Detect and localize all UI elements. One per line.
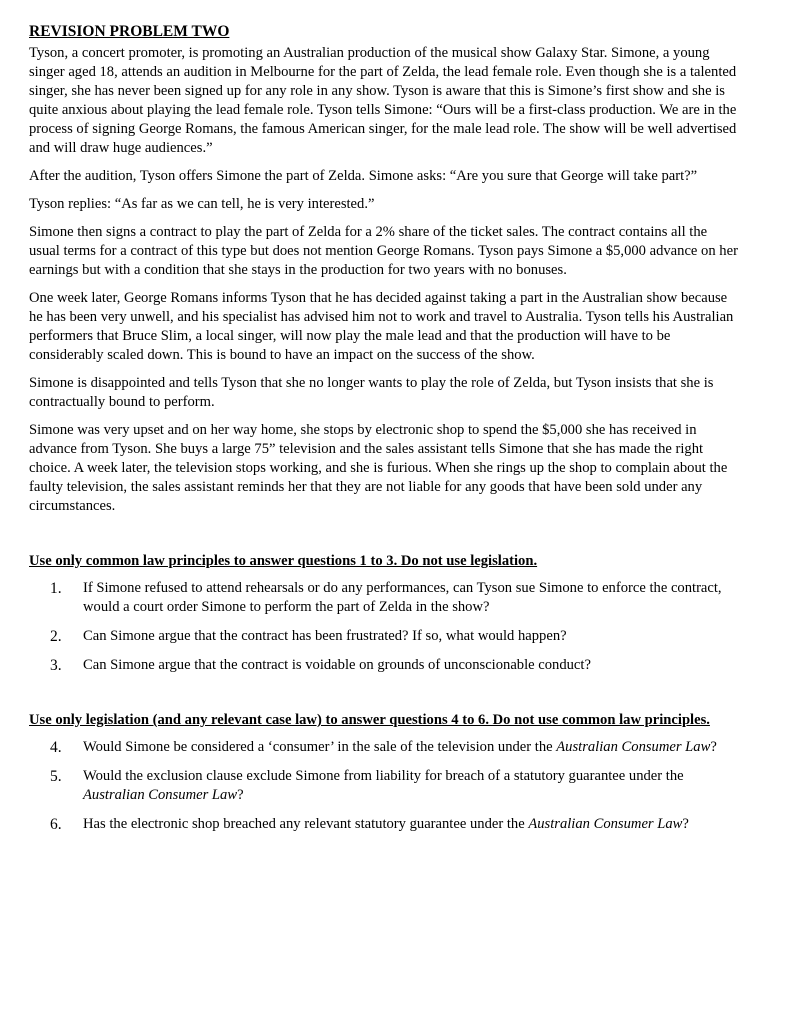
- question-number: 6.: [50, 816, 62, 833]
- question-3: [29, 656, 741, 675]
- question-text: [83, 738, 741, 757]
- question-text: [83, 815, 741, 834]
- question-text: Can Simone argue that the contract has been frustrated? If so, what would happen?: [83, 628, 567, 644]
- question-4: [29, 738, 741, 757]
- scenario-paragraph-1: Tyson, a concert promoter, is promoting an Australian production of the musical show Galaxy Star. Simone, a young singer aged 18, attends an audition in Melbourne for the part of Zelda, the lead female role. Even though she is a talented singer, she has never been signed up for any role in any show. Tyson is aware that this is Simone’s first show and she is quite anxious about playing the lead female role. Tyson tells Simone: “Ours will be a first-class production. We are in the process of signing George Romans, the famous American singer, for the male lead role. The show will be well advertised and will draw huge audiences.”: [29, 45, 737, 156]
- scenario-paragraph-5: One week later, George Romans informs Tyson that he has decided against taking a part in the Australian show because he has been very unwell, and his specialist has advised him not to work and travel to Australia. Tyson tells his Australian performers that Bruce Slim, a local singer, will now play the male lead and that the production will have to be considerably scaled down. This is bound to have an impact on the success of the show.: [29, 290, 734, 363]
- act-name: Australian Consumer Law: [556, 739, 711, 755]
- question-text: If Simone refused to attend rehearsals or do any performances, can Tyson sue Simone to enforce the contract, would a court order Simone to perform the part of Zelda in the show?: [83, 580, 722, 615]
- page-title: REVISION PROBLEM TWO: [29, 23, 230, 40]
- scenario-paragraph-6: Simone is disappointed and tells Tyson that she no longer wants to play the role of Zelda, but Tyson insists that she is contractually bound to perform.: [29, 375, 714, 410]
- question-text-pre: Would Simone be considered a ‘consumer’ in the sale of the television under the: [83, 739, 557, 755]
- question-text-pre: Has the electronic shop breached any relevant statutory guarantee under the: [83, 816, 529, 832]
- question-5: [29, 767, 741, 805]
- section-2-questions: [29, 738, 741, 834]
- question-6: [29, 815, 741, 834]
- question-number: 4.: [50, 739, 62, 756]
- question-number: 5.: [50, 768, 62, 785]
- question-1: [29, 579, 741, 617]
- document-page: [29, 22, 741, 844]
- question-text: Can Simone argue that the contract is voidable on grounds of unconscionable conduct?: [83, 657, 591, 673]
- scenario-paragraph-4: Simone then signs a contract to play the part of Zelda for a 2% share of the ticket sales. The contract contains all the usual terms for a contract of this type but does not mention George Romans. Tyson pays Simone a $5,000 advance on her earnings but with a condition that she stays in the production for two years with no bonuses.: [29, 224, 738, 278]
- act-name: Australian Consumer Law: [528, 816, 683, 832]
- question-text-post: ?: [682, 816, 689, 832]
- question-number: 3.: [50, 657, 62, 674]
- question-number: 1.: [50, 580, 62, 597]
- question-text-post: ?: [710, 739, 717, 755]
- scenario-paragraph-3: Tyson replies: “As far as we can tell, he is very interested.”: [29, 196, 375, 212]
- scenario-paragraph-2: After the audition, Tyson offers Simone the part of Zelda. Simone asks: “Are you sure that George will take part?”: [29, 168, 698, 184]
- question-number: 2.: [50, 628, 62, 645]
- section-1-heading: Use only common law principles to answer questions 1 to 3. Do not use legislation.: [29, 553, 538, 569]
- question-2: [29, 627, 741, 646]
- act-name: Australian Consumer Law: [83, 787, 238, 803]
- question-text-post: ?: [237, 787, 244, 803]
- question-text-pre: Would the exclusion clause exclude Simone from liability for breach of a statutory guarantee under the: [83, 768, 684, 784]
- scenario-paragraph-7: Simone was very upset and on her way home, she stops by electronic shop to spend the $5,000 she has received in advance from Tyson. She buys a large 75” television and the sales assistant tells Simone that she has made the right choice. A week later, the television stops working, and she is furious. When she rings up the shop to complain about the faulty television, the sales assistant reminds her that they are not liable for any goods that have been sold under any circumstances.: [29, 422, 728, 514]
- question-text: [83, 767, 741, 805]
- section-2-heading: Use only legislation (and any relevant case law) to answer questions 4 to 6. Do not use common law principles.: [29, 712, 710, 728]
- section-1-questions: [29, 579, 741, 675]
